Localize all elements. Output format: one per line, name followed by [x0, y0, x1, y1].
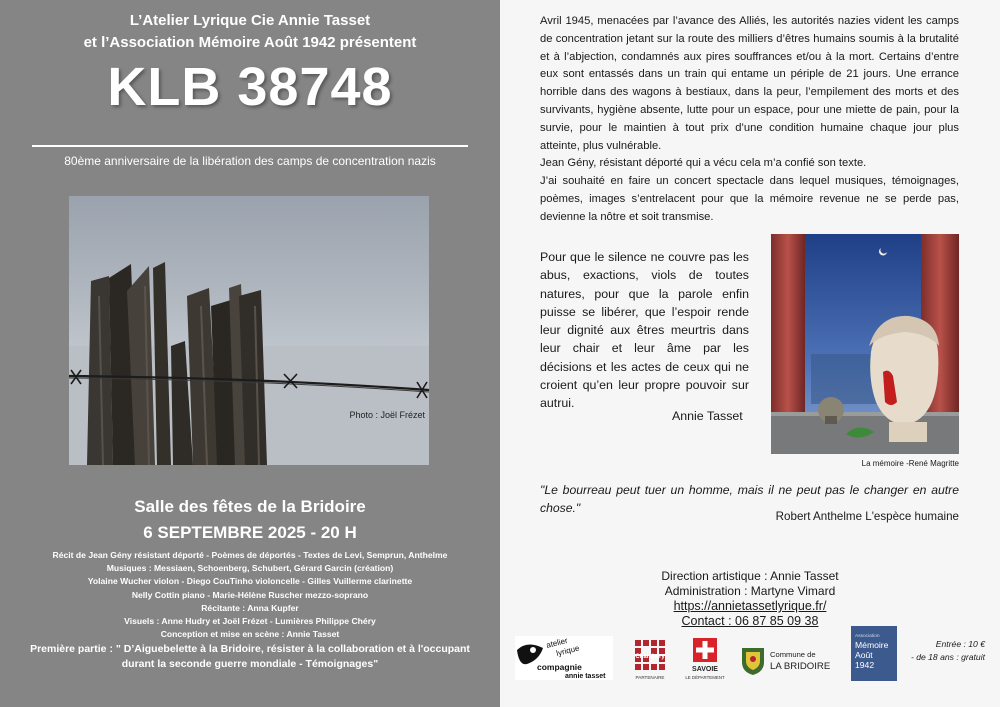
poem-author: Annie Tasset: [672, 409, 743, 423]
credit-line: Récit de Jean Gény résistant déporté - Poèmes de déportés - Textes de Levi, Semprun, Anthelme: [52, 550, 448, 560]
first-part: [0, 642, 500, 672]
right-panel: [500, 0, 1000, 707]
memoire-logo-line-1: Mémoire: [855, 640, 889, 650]
administration: Administration : Martyne Vimard: [664, 584, 836, 598]
atelier-logo-line-3: compagnie: [537, 662, 582, 672]
website-link[interactable]: https://annietassetlyrique.fr/: [673, 599, 827, 613]
credit-line: Musiques : Messiaen, Schoenberg, Schubert, Gérard Garcin (création): [106, 563, 394, 574]
event-date: 6 SEPTEMBRE 2025 - 20 H: [143, 523, 357, 542]
first-part-line-2: durant la seconde guerre mondiale - Témoignages": [121, 658, 379, 670]
admission-info: [905, 638, 985, 664]
bridoire-logo-line-1: Commune de: [770, 650, 816, 659]
intro-paragraph: Jean Gény, résistant déporté qui a vécu cela m’a confié son texte.: [540, 157, 867, 170]
credit-line: Récitante : Anna Kupfer: [201, 602, 299, 613]
atelier-logo-line-4: annie tasset: [565, 673, 606, 680]
chambery-logo-text: Chambéry: [635, 654, 665, 660]
event-title: KLB 38748: [107, 57, 393, 117]
presenters-line-1: L’Atelier Lyrique Cie Annie Tasset: [129, 12, 371, 29]
intro-text: [540, 13, 959, 227]
barbed-wire-photo: [69, 196, 429, 465]
divider: [32, 145, 468, 147]
poem-text: Pour que le silence ne couvre pas les abus, exactions, viols de toutes natures, pour que la parole enfin puisse se libérer, que l’espoir rende leur dignité aux êtres meurtris dans leur chair et leur âme par les décisions et les actes de ceux qui ne croient qu’en leur propre pouvoir sur autrui.: [540, 250, 749, 411]
admission-under-18: - de 18 ans : gratuit: [910, 652, 985, 662]
photo-credit: Photo : Joël Frézet: [349, 410, 425, 420]
presenters-line-2: et l’Association Mémoire Août 1942 présentent: [83, 34, 417, 51]
savoie-logo-subtext: LE DÉPARTEMENT: [685, 675, 725, 680]
credits-list: [0, 549, 500, 641]
first-part-line-1: Première partie : " D’Aiguebelette à la Bridoire, résister à la collaboration et à l'occupant: [30, 643, 470, 655]
admission-price: Entrée : 10 €: [935, 639, 985, 649]
atelier-lyrique-logo: [515, 636, 613, 680]
savoie-logo-text: SAVOIE: [692, 666, 718, 673]
contact-block: [600, 569, 900, 629]
anniversary-subtitle: 80ème anniversaire de la libération des camps de concentration nazis: [64, 154, 436, 168]
contact-phone[interactable]: Contact : 06 87 85 09 38: [681, 614, 819, 628]
venue: Salle des fêtes de la Bridoire: [134, 497, 366, 516]
chambery-logo: [633, 638, 667, 682]
atelier-logo-line-1: atelier: [545, 636, 569, 650]
bridoire-logo: [738, 644, 842, 676]
quote-text: "Le bourreau peut tuer un homme, mais il ne peut pas le changer en autre chose.": [540, 483, 959, 515]
chambery-logo-subtext: PARTENAIRE: [635, 675, 665, 680]
magritte-painting: [771, 234, 959, 454]
atelier-logo-line-2: lyrique: [555, 643, 581, 658]
quote-author: Robert Anthelme L'espèce humaine: [775, 510, 959, 523]
intro-paragraph: J’ai souhaité en faire un concert spectacle dans lequel musiques, témoignages, poèmes, images s’entrelacent pour que la mémoire revenue ne se perde pas, devienne la nôtre et soit transmise.: [540, 175, 959, 223]
painting-caption: La mémoire -René Magritte: [861, 459, 959, 468]
savoie-logo: [685, 636, 725, 682]
memoire-logo-line-0: Association: [855, 634, 880, 639]
credit-line: Visuels : Anne Hudry et Joël Frézet - Lumières Philippe Chéry: [124, 616, 376, 627]
credit-line: Yolaine Wucher violon - Diego CouTinho violoncelle - Gilles Vuillerme clarinette: [87, 576, 413, 587]
memoire-logo-line-3: 1942: [855, 660, 875, 670]
bridoire-logo-line-2: LA BRIDOIRE: [770, 661, 831, 672]
memoire-logo-line-2: Août: [855, 650, 873, 660]
artistic-direction: Direction artistique : Annie Tasset: [661, 569, 839, 583]
partner-logos: [500, 622, 1000, 687]
credit-line: Nelly Cottin piano - Marie-Hélène Ruscher mezzo-soprano: [131, 589, 369, 600]
intro-paragraph: Avril 1945, menacées par l’avance des Alliés, les autorités nazies vident les camps de concentration jetant sur la route des milliers d’êtres humains soumis à la brutalité et à l’abjection, condamnés aux pires souffrances et/ou à la mort. Certains d’entre eux sont entassés dans un train qui entame un périple de 21 jours. Une errance horrible dans des wagons à bestiaux, dans la peur, l’empilement des morts et des survivants, hygiène absente, lutte pour un espace, pour une miette de pain, pour la survie, pour le maintien à tout prix d’une condition humaine chaque jour plus atteinte, plus vulnérable.: [540, 15, 959, 152]
memoire-aout-1942-logo: [851, 626, 897, 681]
credit-line: Conception et mise en scène : Annie Tasset: [160, 629, 340, 640]
